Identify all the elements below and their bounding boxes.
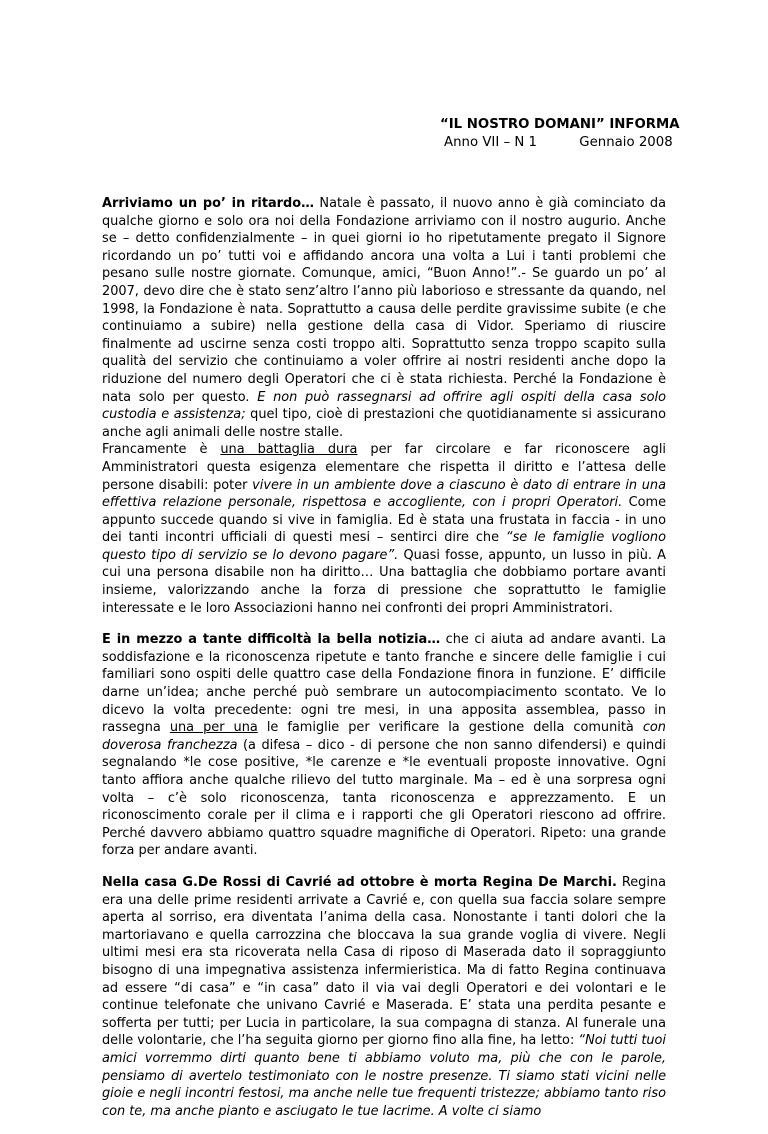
- paragraph-text: Francamente è: [102, 442, 221, 458]
- paragraph-text: Come appunto succede quando si vive in famiglia. Ed è stata una frustata in faccia - in uno dei tanti incontri ufficiali di questi mesi – sentirci dire che: [102, 495, 666, 546]
- paragraph-lead: Arriviamo un po’ in ritardo…: [102, 196, 315, 211]
- paragraph-underline: una per una: [169, 720, 258, 736]
- paragraph-italic: vivere in un ambiente dove a ciascuno è dato di entrare in una effettiva relazione personale, rispettosa e accogliente, con i propri Operatori.: [102, 477, 666, 511]
- paragraph-underline: una battaglia dura: [220, 442, 358, 458]
- paragraph-good-news: [102, 631, 666, 860]
- paragraph-text: Natale è passato, il nuovo anno è già cominciato da qualche giorno e solo ora noi della Fondazione arriviamo con il nostro augurio. Anche se – detto confidenzialmente – in quei giorni io ho ripetutamente pregato il Signore ricordando un po’ tutti voi e affidando ancora una volta a Lui i tanti problemi che pesano sulle nostre giornate. Comunque, amici, “Buon Anno!”.- Se guardo un po’ al 2007, devo dire che è stato senz’altro l’anno più laborioso e stressante da quando, nel 1998, la Fondazione è nata. Soprattutto a causa delle perdite gravissime subite (e che continuiamo a subire) nella gestione della casa di Vidor. Speriamo di riuscire finalmente ad uscirne senza costi troppo alti. Soprattutto senza troppo scapito sulla qualità del servizio che continuiamo a voler offrire ai nostri residenti anche dopo la riduzione del numero degli Operatori che ci è stata richiesta. Perché la Fondazione è nata solo per questo.: [102, 196, 666, 405]
- paragraph-italic: “Noi tutti tuoi amici vorremmo dirti quanto bene ti abbiamo voluto ma, più che con le parole, pensiamo di avertelo testimoniato con le nostre presenze. Ti siamo stati vicini nelle gioie e negli incontri festosi, ma anche nelle tue frequenti tristezze; abbiamo tanto riso con te, ma anche pianto e asciugato le tue lacrime. A volte ci siamo: [102, 1033, 667, 1119]
- paragraph-text: le famiglie per verificare la gestione della comunità: [257, 720, 643, 736]
- issue-line: [440, 134, 740, 152]
- paragraph-italic: E non può rassegnarsi ad offrire agli ospiti della casa solo custodia e assistenza;: [102, 389, 666, 423]
- paragraph-italic: con doverosa franchezza: [102, 720, 666, 753]
- paragraph-text: per far circolare e far riconoscere agli Amministratori questa esigenza elementare che rispetta il diritto e l’attesa delle persone disabili: poter: [102, 442, 666, 493]
- newsletter-header: [440, 116, 740, 152]
- article-body: [102, 195, 666, 1134]
- paragraph-late-greeting: [102, 195, 666, 441]
- paragraph-lead: Nella casa G.De Rossi di Cavrié ad ottobre è morta Regina De Marchi.: [102, 874, 617, 890]
- paragraph-text: (a difesa – dico - di persone che non sanno difendersi) e quindi segnalando *le cose positive, *le carenze e *le eventuali proposte innovative. Ogni tanto affiora anche qualche rilievo del tutto marginale. Ma – ed è una sorpresa ogni volta – c’è solo riconoscenza, tanta riconoscenza e apprezzamento. E un riconoscimento corale per il clima e i rapporti che gli Operatori riescono ad offrire. Perché davvero abbiamo quattro squadre magnifiche di Operatori. Ripeto: una grande forza per andare avanti.: [102, 737, 666, 859]
- issue-date: Gennaio 2008: [579, 135, 673, 150]
- paragraph-text: quel tipo, cioè di prestazioni che quotidianamente si assicurano anche agli animali delle nostre stalle.: [102, 407, 666, 440]
- paragraph-text: Quasi fosse, appunto, un lusso in più. A cui una persona disabile non ha diritto… Una battaglia che dobbiamo portare avanti insieme, valorizzando anche la forza di pressione che soprattutto le famiglie interessate e le loro Associazioni hanno nei confronti dei propri Amministratori.: [102, 547, 666, 616]
- newsletter-title: “IL NOSTRO DOMANI” INFORMA: [440, 117, 680, 132]
- paragraph-regina: [102, 874, 666, 1120]
- paragraph-italic: “se le famiglie vogliono questo tipo di servizio se lo devono pagare”.: [102, 530, 666, 563]
- paragraph-hard-battle: [102, 441, 666, 617]
- paragraph-text: Regina era una delle prime residenti arrivate a Cavrié e, con quella sua faccia solare sempre aperta al sorriso, era diventata l’anima della casa. Nonostante i tanti dolori che la martoriavano e quella carrozzina che bloccava la sua grande voglia di vivere. Negli ultimi mesi era sta ricoverata nella Casa di riposo di Maserada dato il sopraggiunto bisogno di una impegnativa assistenza infermieristica. Ma di fatto Regina continuava ad essere “di casa” e “in casa” dato il via vai degli Operatori e dei volontari e le continue telefonate che univano Cavrié e Maserada. E’ stata una perdita pesante e sofferta per tutti; per Lucia in particolare, la sua compagna di stanza. Al funerale una delle volontarie, che l’ha seguita giorno per giorno fino alla fine, ha letto:: [102, 874, 666, 1049]
- paragraph-text: che ci aiuta ad andare avanti. La soddisfazione e la riconoscenza ripetute e tanto franche e sincere delle famiglie i cui familiari sono ospiti delle quattro case della Fondazione finora in funzione. E’ difficile darne un’idea; anche perché può sembrare un autocompiacimento scontato. Ve lo dicevo la volta precedente: ogni tre mesi, in una apposita assemblea, passo in rassegna: [102, 632, 666, 736]
- paragraph-lead: E in mezzo a tante difficoltà la bella notizia…: [102, 632, 441, 648]
- issue-number: Anno VII – N 1: [444, 135, 537, 150]
